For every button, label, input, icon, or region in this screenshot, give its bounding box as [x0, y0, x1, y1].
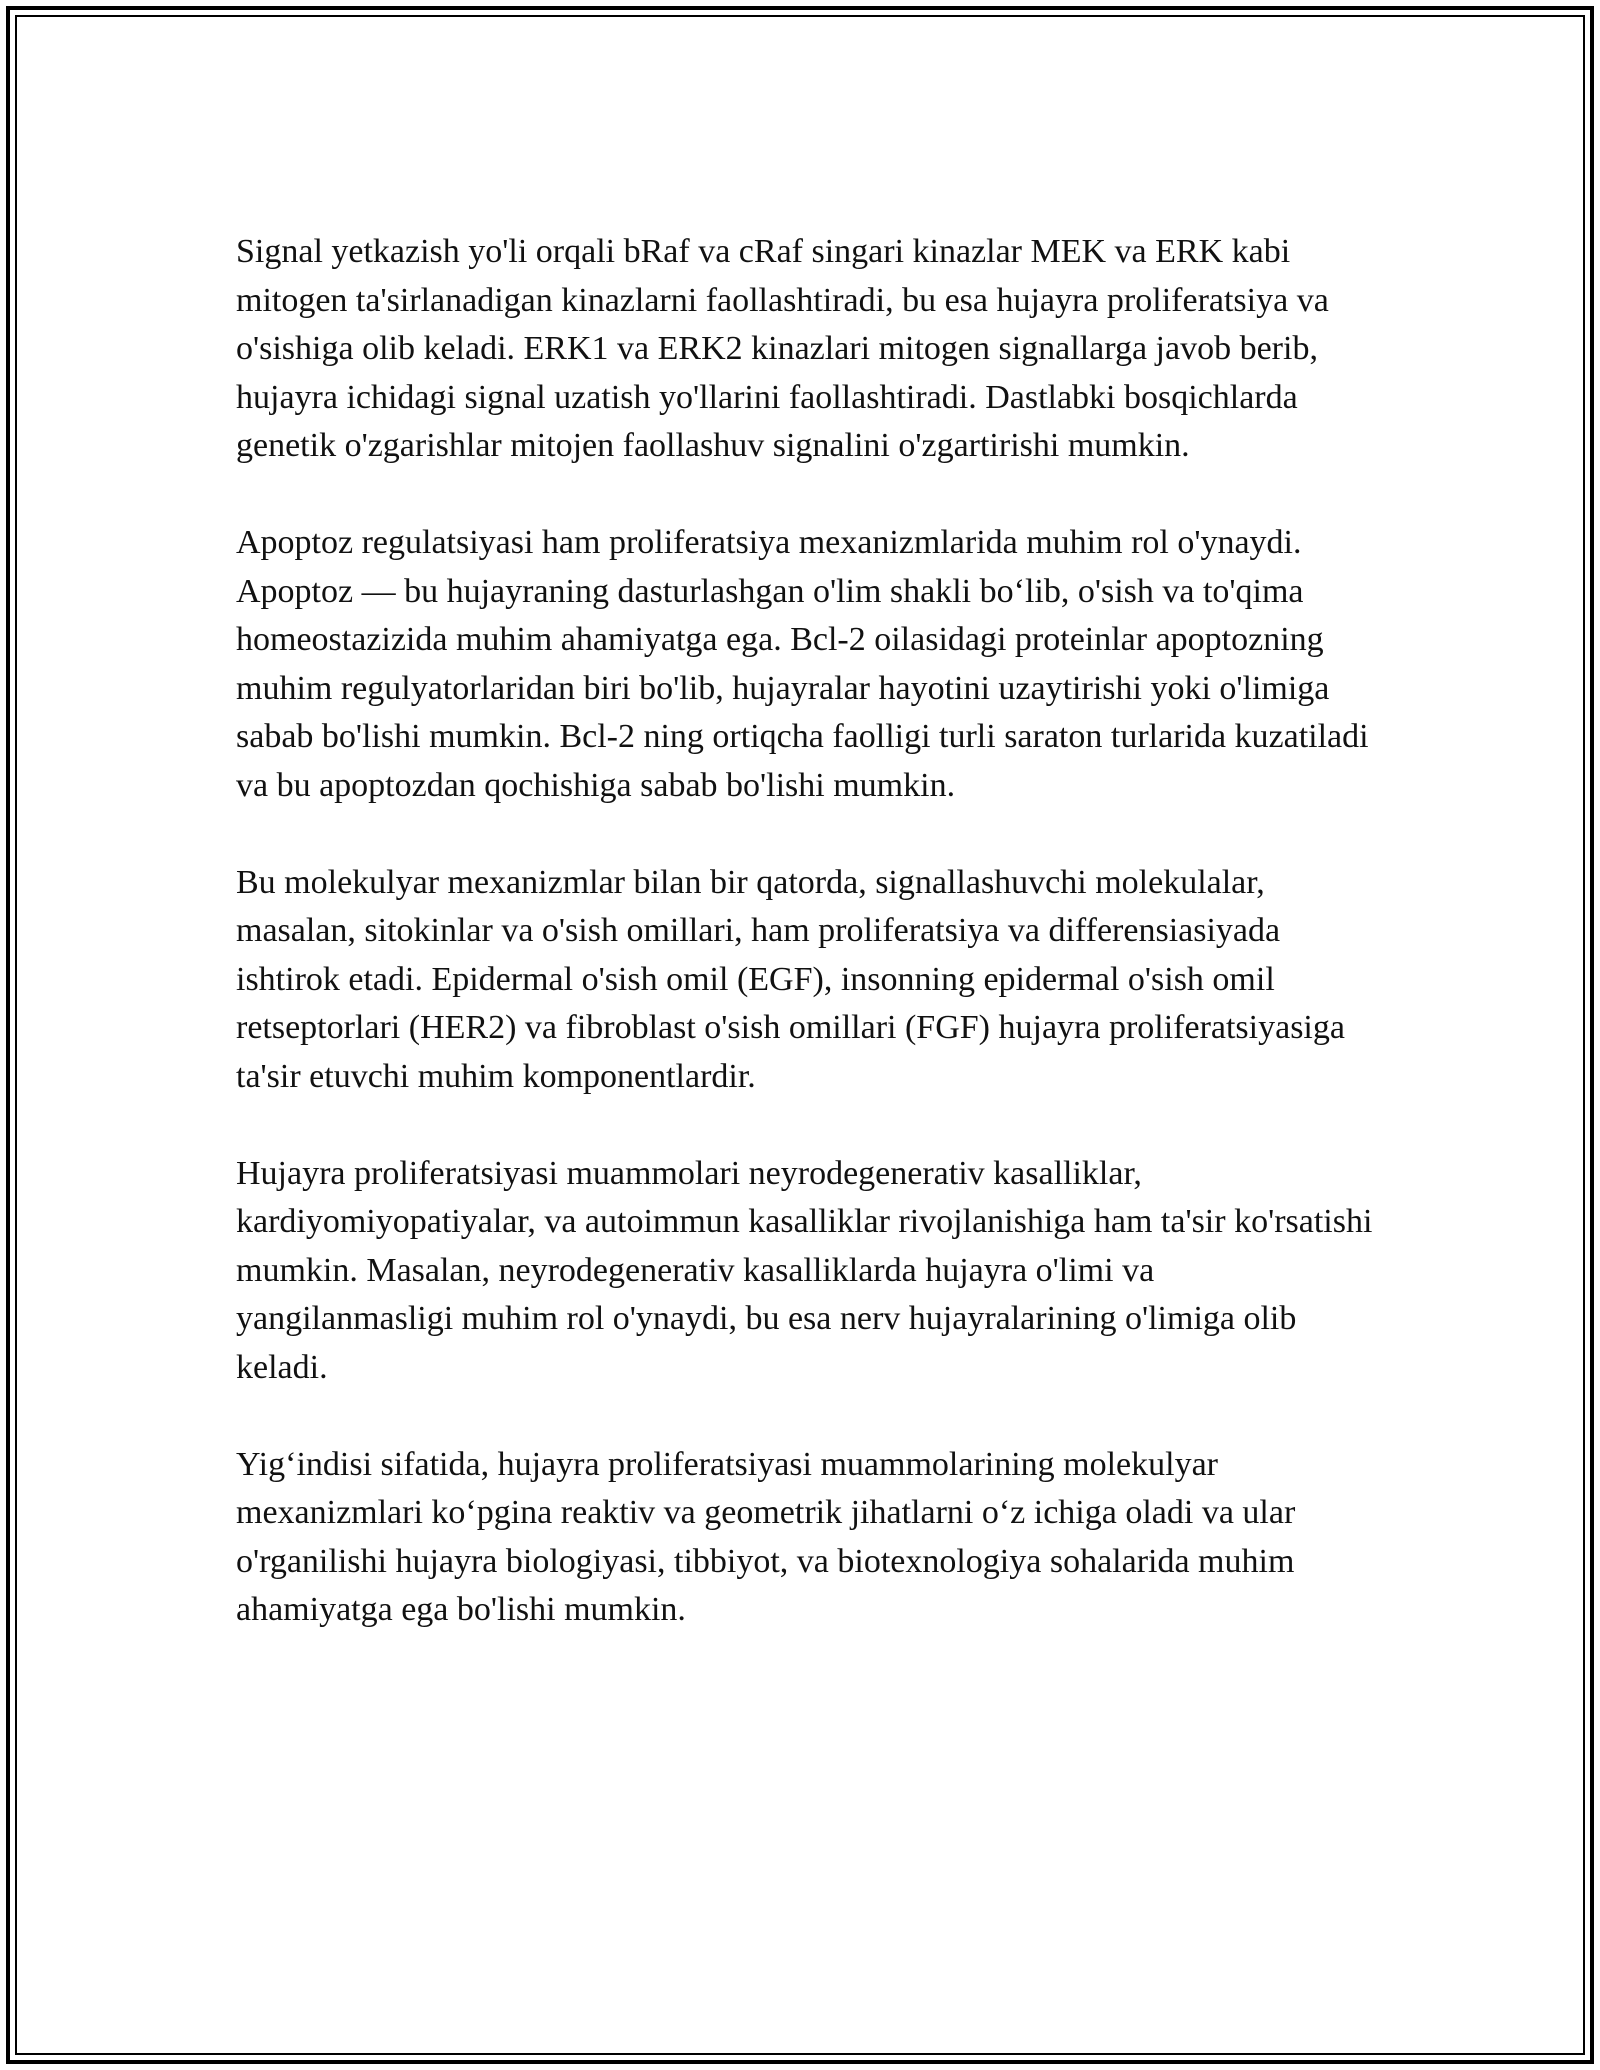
paragraph-apoptosis: Apoptoz regulatsiyasi ham proliferatsiya mexanizmlarida muhim rol o'ynaydi. Apoptoz — bu hujayraning dasturlashgan o'lim shakli bo‘lib, o'sish va to'qima homeostazizida muhim ahamiyatga ega. Bcl-2 oilasidagi proteinlar apoptozning muhim regulyatorlaridan biri bo'lib, hujayralar hayotini uzaytirishi yoki o'limiga sabab bo'lishi mumkin. Bcl-2 ning ortiqcha faolligi turli saraton turlarida kuzatiladi va bu apoptozdan qochishiga sabab bo'lishi mumkin.	[236, 524, 1369, 804]
paragraph-signaling-molecules: Bu molekulyar mexanizmlar bilan bir qatorda, signallashuvchi molekulalar, masalan, sitokinlar va o'sish omillari, ham proliferatsiya va differensiasiyada ishtirok etadi. Epidermal o'sish omil (EGF), insonning epidermal o'sish omil retseptorlari (HER2) va fibroblast o'sish omillari (FGF) hujayra proliferatsiyasiga ta'sir etuvchi muhim komponentlardir.	[236, 863, 1345, 1095]
paragraph-diseases: Hujayra proliferatsiyasi muammolari neyrodegenerativ kasalliklar, kardiyomiyopatiyalar, va autoimmun kasalliklar rivojlanishiga ham ta'sir ko'rsatishi mumkin. Masalan, neyrodegenerativ kasalliklarda hujayra o'limi va yangilanmasligi muhim rol o'ynaydi, bu esa nerv hujayralarining o'limiga olib keladi.	[236, 1154, 1373, 1386]
paragraph-summary: Yig‘indisi sifatida, hujayra proliferatsiyasi muammolarining molekulyar mexanizmlari ko‘pgina reaktiv va geometrik jihatlarni o‘z ichiga oladi va ular o'rganilishi hujayra biologiyasi, tibbiyot, va biotexnologiya sohalarida muhim ahamiyatga ega bo'lishi mumkin.	[236, 1445, 1296, 1628]
document-body	[236, 228, 1376, 1683]
paragraph-signal-pathway: Signal yetkazish yo'li orqali bRaf va cRaf singari kinazlar MEK va ERK kabi mitogen ta'sirlanadigan kinazlarni faollashtiradi, bu esa hujayra proliferatsiya va o'sishiga olib keladi. ERK1 va ERK2 kinazlari mitogen signallarga javob berib, hujayra ichidagi signal uzatish yo'llarini faollashtiradi. Dastlabki bosqichlarda genetik o'zgarishlar mitojen faollashuv signalini o'zgartirishi mumkin.	[236, 233, 1329, 464]
